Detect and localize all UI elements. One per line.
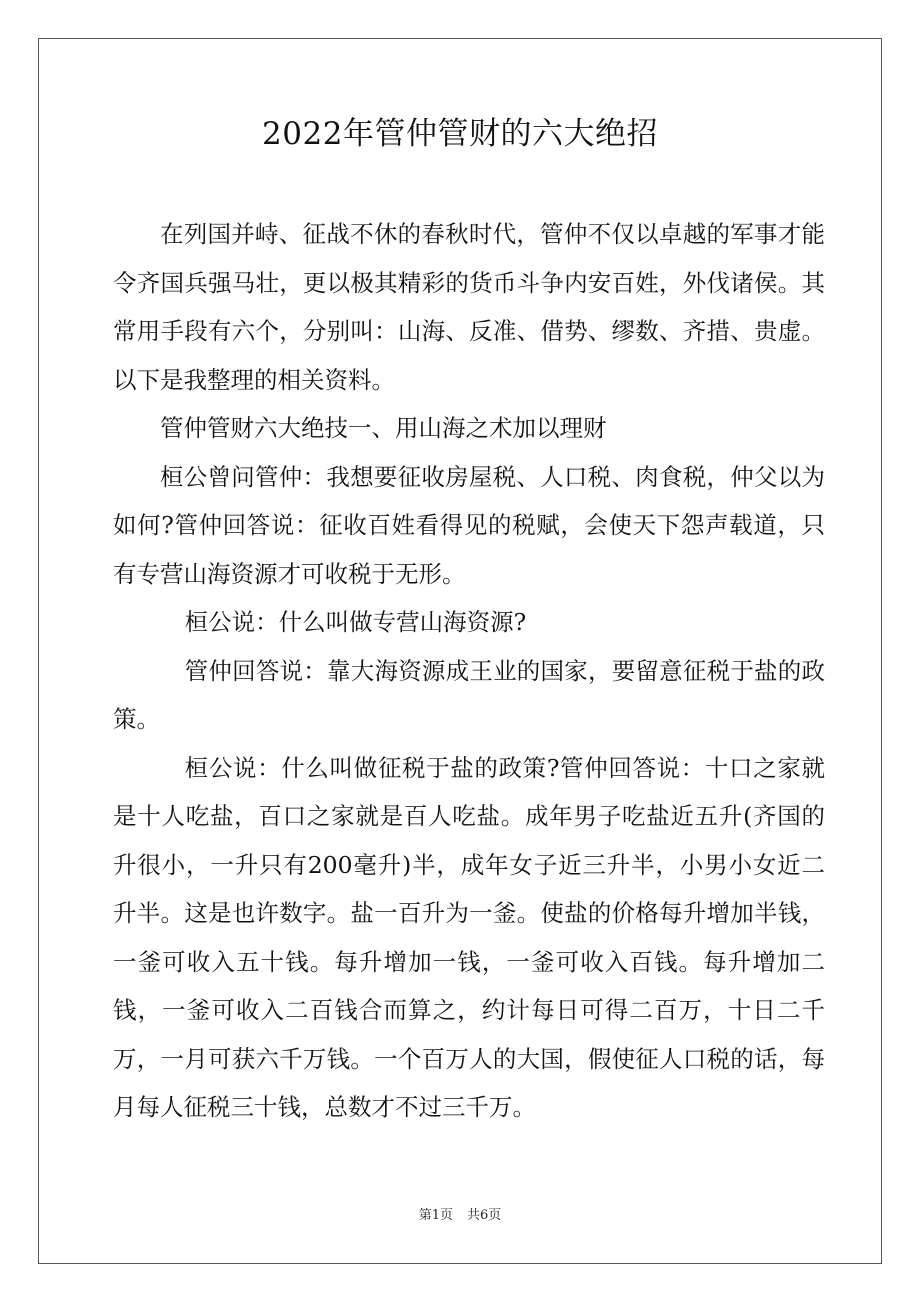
document-title: 2022年管仲管财的六大绝招 [262,116,658,152]
paragraph-intro: 在列国并峙、征战不休的春秋时代，管仲不仅以卓越的军事才能令齐国兵强马壮，更以极其精彩的货币斗争内安百姓，外伐诸侯。其常用手段有六个，分别叫：山海、反准、借势、缪数、齐措、贵虚。以下是我整理的相关资料。 [113,220,825,394]
paragraph-guan-zhong-answer: 管仲回答说：靠大海资源成王业的国家，要留意征税于盐的政策。 [113,656,825,733]
document-body [113,210,825,1132]
paragraph-salt-policy: 桓公说：什么叫做征税于盐的政策?管仲回答说：十口之家就是十人吃盐，百口之家就是百人吃盐。成年男子吃盐近五升(齐国的升很小，一升只有200毫升)半，成年女子近三升半，小男小女近二升半。这是也许数字。盐一百升为一釜。使盐的价格每升增加半钱，一釜可收入五十钱。每升增加一钱，一釜可收入百钱。每升增加二钱，一釜可收入二百钱合而算之，约计每日可得二百万，十日二千万，一月可获六千万钱。一个百万人的大国，假使征人口税的话，每月每人征税三十钱，总数才不过三千万。 [113,753,825,1121]
page-footer [0,1207,920,1225]
page-number: 第1页 [418,1208,453,1223]
paragraph-huan-gong-asks: 桓公说：什么叫做专营山海资源? [184,608,527,636]
page-total: 共6页 [467,1208,502,1223]
paragraph-section-heading: 管仲管财六大绝技一、用山海之术加以理财 [160,414,607,442]
paragraph-huan-gong-question: 桓公曾问管仲：我想要征收房屋税、人口税、肉食税，仲父以为如何?管仲回答说：征收百姓看得见的税赋，会使天下怨声载道，只有专营山海资源才可收税于无形。 [113,462,825,588]
